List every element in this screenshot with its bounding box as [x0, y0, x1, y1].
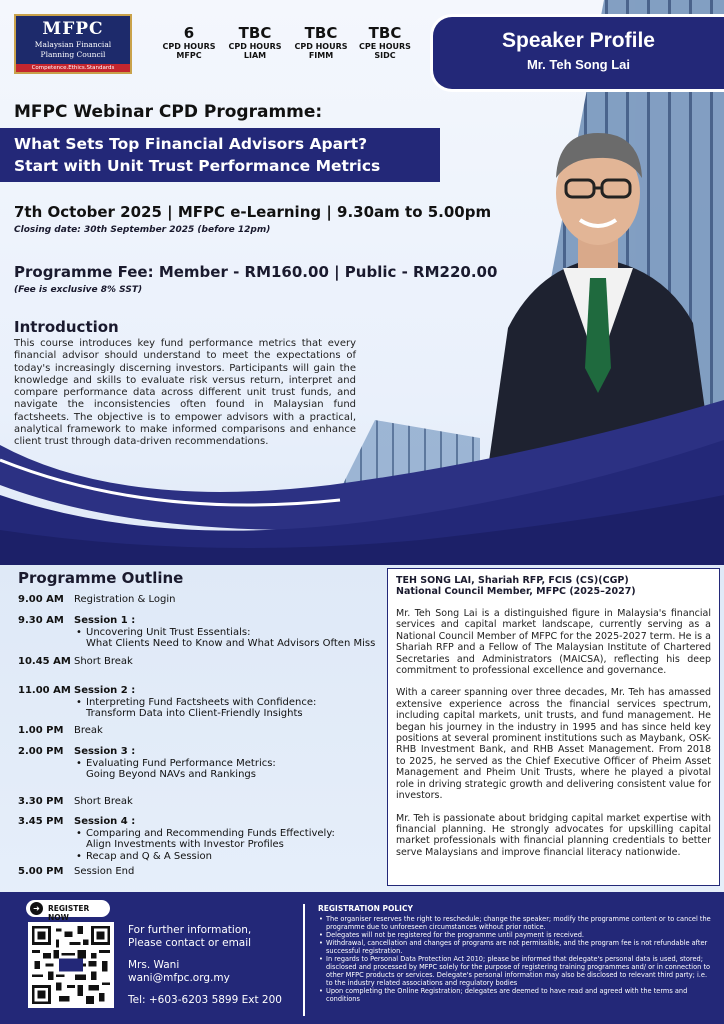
outline-time: 2.00 PM [18, 746, 64, 757]
policy-item: • Delegates will not be registered for the programme until payment is received. [318, 931, 714, 939]
bio-paragraph: Mr. Teh Song Lai is a distinguished figure in Malaysia's financial services and capital market landscape, currently serving as a National Council Member of MFPC for the 2025-2027 term. He is a Shariah RFP and a Fellow of The Malaysian Institute of Chartered Secretaries and Administrators (MAICSA), reflecting his deep commitment to professional excellence and governance. [396, 608, 711, 677]
registration-qr-code[interactable] [28, 922, 114, 1008]
programme-title-line2: Start with Unit Trust Performance Metrics [14, 157, 381, 175]
programme-title-box [0, 128, 440, 182]
outline-time: 1.00 PM [18, 725, 64, 736]
fee-note: (Fee is exclusive 8% SST) [14, 285, 143, 295]
cpd-mfpc [158, 24, 220, 60]
speaker-profile-banner [430, 14, 724, 92]
policy-item: • In regards to Personal Data Protection Act 2010; please be informed that delegate's personal data is used, stored; disclosed and processed by MFPC solely for the purpose of registering training programmes and/ or in connection to other MFPC products or services. Delegate's personal information may also be disclosed to relevant third party; i.e. to the industry related associations and regulatory bodies [318, 955, 714, 987]
policy-item: • The organiser reserves the right to reschedule; change the speaker; modify the programme content or to cancel the programme due to unforeseen circumstances without prior notice. [318, 915, 714, 931]
logo-tagline: Competence.Ethics.Standards [16, 64, 130, 72]
speaker-bio-panel [387, 568, 720, 886]
contact-info-line1: For further information, [128, 924, 252, 936]
introduction-text: This course introduces key fund performance metrics that every financial advisor should understand to meet the expectations of today's increasingly discerning investors. Participants will gain the knowledge and skills to evaluate risk versus return, interpret and compare performance data across different unit trust funds, and navigate the inconsistencies often found in Malaysian fund factsheets. The objective is to empower advisors with a practical, analytical framework to make informed comparisons and enhance client trust through data-driven recommendations. [14, 338, 356, 448]
contact-email[interactable]: wani@mfpc.org.my [128, 972, 230, 984]
outline-time: 11.00 AM [18, 685, 71, 696]
cpd-value: TBC [304, 24, 338, 42]
contact-info [128, 924, 298, 1007]
register-now-button[interactable] [26, 900, 110, 922]
qr-code-icon [32, 926, 110, 1004]
registration-policy [318, 904, 714, 1003]
cpd-label: CPD HOURS [162, 42, 216, 51]
outline-time: 10.45 AM [18, 656, 71, 667]
cpd-sidc [354, 24, 416, 60]
outline-item: Short Break [74, 656, 133, 667]
outline-bullet: • Evaluating Fund Performance Metrics: [74, 758, 384, 770]
register-now-label: REGISTER NOW [48, 904, 90, 922]
footer [0, 892, 724, 1024]
outline-bullet: • Interpreting Fund Factsheets with Confidence: [74, 697, 384, 709]
cpd-label: CPE HOURS [359, 42, 411, 51]
bio-paragraph: Mr. Teh is passionate about bridging capital market expertise with financial planning. He strongly advocates for upskilling capital market professionals with financial planning credentials to better serve Malaysians and improve financial literacy nationwide. [396, 812, 711, 858]
cpd-body: MFPC [176, 51, 202, 60]
outline-bullet: • Uncovering Unit Trust Essentials: [74, 627, 384, 639]
outline-bullet-cont: Align Investments with Investor Profiles [86, 839, 284, 850]
outline-time: 9.00 AM [18, 594, 64, 605]
speaker-profile-heading: Speaker Profile [502, 29, 655, 52]
speaker-name: Mr. Teh Song Lai [526, 57, 631, 72]
outline-time: 9.30 AM [18, 615, 64, 626]
introduction-heading: Introduction [14, 318, 119, 336]
contact-name: Mrs. Wani [128, 959, 180, 971]
contact-info-line2: Please contact or email [128, 937, 252, 949]
outline-bullet: • Recap and Q & A Session [74, 851, 384, 863]
cpd-value: 6 [183, 24, 195, 42]
outline-time: 3.30 PM [18, 796, 64, 807]
policy-item: • Withdrawal, cancellation and changes of programs are not permissible, and the program fee is not refundable after successful registration. [318, 939, 714, 955]
logo-name-line2: Planning Council [40, 50, 106, 59]
cpd-body: LIAM [243, 51, 267, 60]
programme-fee: Programme Fee: Member - RM160.00 | Public - RM220.00 [14, 263, 498, 281]
programme-title-line1: What Sets Top Financial Advisors Apart? [14, 135, 368, 153]
cpd-value: TBC [238, 24, 272, 42]
cpd-body: SIDC [374, 51, 396, 60]
outline-item: Break [74, 725, 103, 736]
outline-session: Session 1 : [74, 615, 136, 626]
bio-paragraph: With a career spanning over three decades, Mr. Teh has amassed extensive experience across the financial services spectrum, including capital markets, unit trusts, and fund management. He began his journey in the industry in 1995 and has since held key positions at several prominent institutions such as Maybank, OSK-RHB Investment Bank, and RHB Asset Management. From 2018 to 2025, he served as the Chief Executive Officer of Pheim Asset Management and Pheim Unit Trusts, where he played a pivotal role in driving strategic growth and delivering consistent value for investors. [396, 687, 711, 802]
outline-bullet-cont: What Clients Need to Know and What Advisors Often Miss [86, 638, 376, 649]
arrow-right-icon: ➜ [30, 902, 43, 915]
mfpc-logo [14, 14, 132, 74]
closing-date: Closing date: 30th September 2025 (before 12pm) [14, 225, 271, 235]
contact-phone: Tel: +603-6203 5899 Ext 200 [128, 994, 282, 1006]
cpd-fimm [290, 24, 352, 60]
outline-item: Short Break [74, 796, 133, 807]
outline-session: Session 2 : [74, 685, 136, 696]
policy-item: • Upon completing the Online Registration; delegates are deemed to have read and agreed with the terms and conditions [318, 987, 714, 1003]
outline-item: Registration & Login [74, 594, 176, 605]
programme-outline-heading: Programme Outline [18, 569, 184, 587]
outline-bullet-cont: Going Beyond NAVs and Rankings [86, 769, 256, 780]
cpd-label: CPD HOURS [228, 42, 282, 51]
decorative-waves [0, 400, 724, 565]
outline-time: 3.45 PM [18, 816, 64, 827]
cpd-label: CPD HOURS [294, 42, 348, 51]
bio-subheading: National Council Member, MFPC (2025–2027) [396, 586, 636, 597]
cpd-body: FIMM [308, 51, 334, 60]
outline-session: Session 3 : [74, 746, 136, 757]
footer-divider [303, 904, 305, 1016]
cpd-value: TBC [368, 24, 402, 42]
cpd-liam [224, 24, 286, 60]
outline-time: 5.00 PM [18, 866, 64, 877]
logo-acronym: MFPC [42, 19, 104, 39]
logo-name-line1: Malaysian Financial [34, 40, 112, 49]
outline-item: Session End [74, 866, 135, 877]
bio-heading: TEH SONG LAI, Shariah RFP, FCIS (CS)(CGP) [396, 575, 629, 586]
outline-bullet: • Comparing and Recommending Funds Effectively: [74, 828, 384, 840]
policy-heading: REGISTRATION POLICY [318, 904, 413, 913]
outline-bullet-cont: Transform Data into Client-Friendly Insights [86, 708, 303, 719]
outline-session: Session 4 : [74, 816, 136, 827]
programme-label: MFPC Webinar CPD Programme: [14, 102, 323, 122]
programme-date: 7th October 2025 | MFPC e-Learning | 9.30am to 5.00pm [14, 203, 492, 221]
